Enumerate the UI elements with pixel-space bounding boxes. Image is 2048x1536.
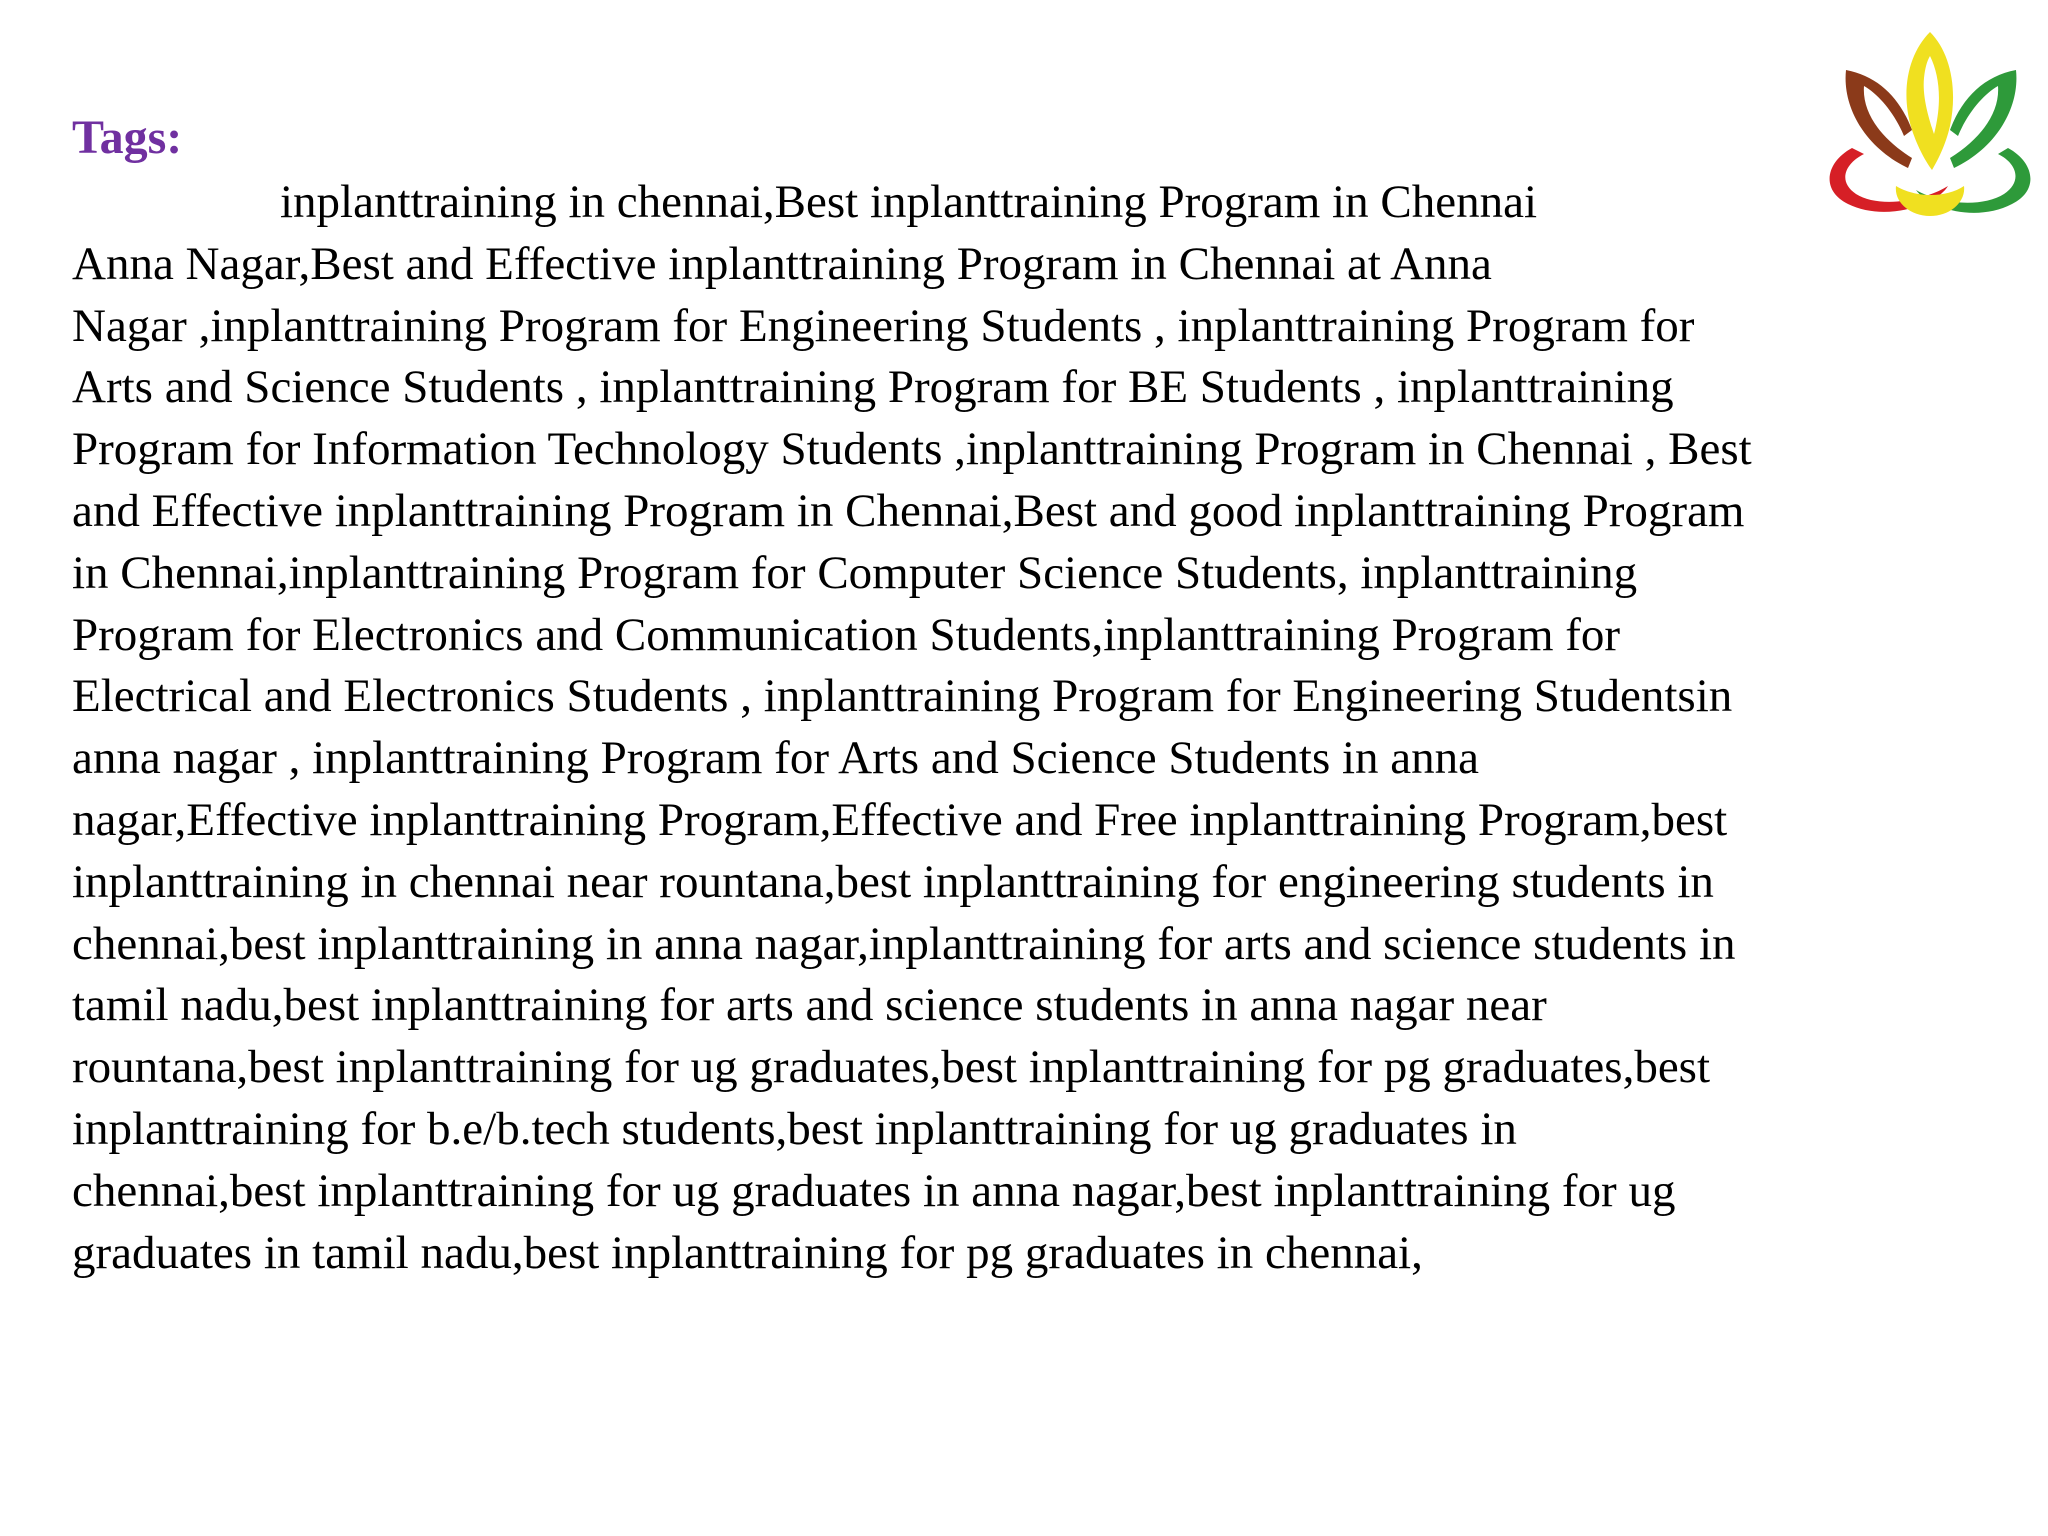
tags-line: nagar,Effective inplanttraining Program,Effective and Free inplanttraining Program,best (72, 793, 1728, 846)
tags-line: Arts and Science Students , inplanttraining Program for BE Students , inplanttraining (72, 361, 1674, 414)
tags-line: Electrical and Electronics Students , inplanttraining Program for Engineering Studentsin (72, 670, 1733, 723)
lotus-logo-icon (1812, 26, 2048, 226)
tags-line: chennai,best inplanttraining in anna nagar,inplanttraining for arts and science students in (72, 917, 1736, 970)
tags-line: anna nagar , inplanttraining Program for Arts and Science Students in anna (72, 732, 1480, 785)
logo-yellow-base (1896, 186, 1964, 216)
tags-line: inplanttraining for b.e/b.tech students,best inplanttraining for ug graduates in (72, 1102, 1517, 1155)
tags-line: inplanttraining in chennai near rountana,best inplanttraining for engineering students in (72, 855, 1714, 908)
tags-line: rountana,best inplanttraining for ug graduates,best inplanttraining for pg graduates,best (72, 1041, 1711, 1094)
tags-line: graduates in tamil nadu,best inplanttraining for pg graduates in chennai, (72, 1226, 1423, 1279)
tags-line: Nagar ,inplanttraining Program for Engineering Students , inplanttraining Program for (72, 299, 1695, 352)
tags-line: chennai,best inplanttraining for ug graduates in anna nagar,best inplanttraining for ug (72, 1164, 1676, 1217)
tags-line: Anna Nagar,Best and Effective inplanttraining Program in Chennai at Anna (72, 237, 1492, 290)
tags-line: in Chennai,inplanttraining Program for Computer Science Students, inplanttraining (72, 546, 1638, 599)
tags-paragraph (72, 172, 1952, 1284)
tags-line: inplanttraining in chennai,Best inplanttraining Program in Chennai (280, 176, 1537, 228)
tags-line: and Effective inplanttraining Program in Chennai,Best and good inplanttraining Program (72, 484, 1745, 537)
tags-line: tamil nadu,best inplanttraining for arts and science students in anna nagar near (72, 979, 1547, 1032)
tags-line: Program for Electronics and Communication Students,inplanttraining Program for (72, 608, 1621, 661)
tags-line: Program for Information Technology Students ,inplanttraining Program in Chennai , Best (72, 423, 1752, 476)
logo-yellow-petal (1906, 32, 1953, 170)
tags-heading: Tags: (72, 111, 183, 164)
